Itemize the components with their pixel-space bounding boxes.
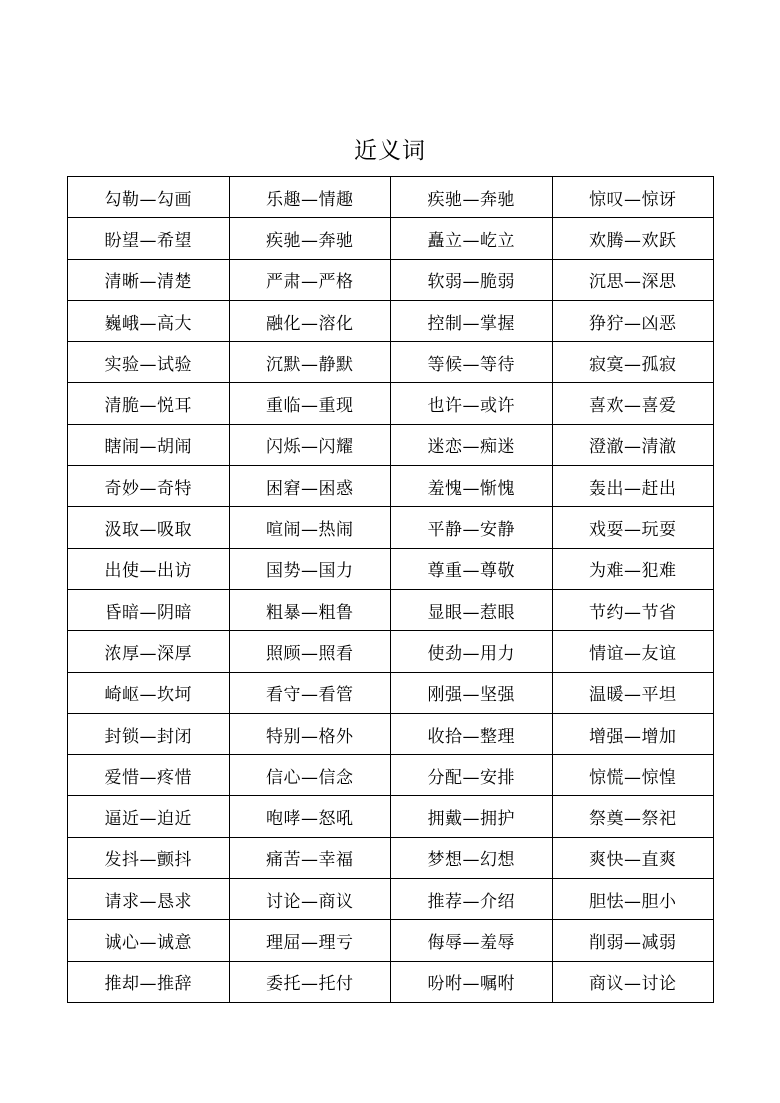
synonym-pair-cell: 诚心—诚意 [68,920,230,961]
table-row [68,177,714,218]
synonym-pair-cell: 爽快—直爽 [552,837,714,878]
table-row [68,342,714,383]
synonym-pair-cell: 情谊—友谊 [552,631,714,672]
synonym-pair-cell: 寂寞—孤寂 [552,342,714,383]
synonym-pair-cell: 沉思—深思 [552,259,714,300]
synonym-pair-cell: 汲取—吸取 [68,507,230,548]
synonym-pair-cell: 出使—出访 [68,548,230,589]
synonym-pair-cell: 推荐—介绍 [391,879,553,920]
table-row [68,631,714,672]
synonym-pair-cell: 分配—安排 [391,755,553,796]
synonym-pair-cell: 崎岖—坎坷 [68,672,230,713]
synonym-pair-cell: 惊叹—惊讶 [552,177,714,218]
synonym-pair-cell: 闪烁—闪耀 [229,424,391,465]
synonym-pair-cell: 控制—掌握 [391,300,553,341]
page-title: 近义词 [354,138,426,164]
synonym-pair-cell: 平静—安静 [391,507,553,548]
synonym-pair-cell: 浓厚—深厚 [68,631,230,672]
table-row [68,424,714,465]
synonym-pair-cell: 迷恋—痴迷 [391,424,553,465]
synonym-pair-cell: 特别—格外 [229,713,391,754]
table-row [68,300,714,341]
synonym-pair-cell: 清脆—悦耳 [68,383,230,424]
synonym-pair-cell: 喜欢—喜爱 [552,383,714,424]
synonym-pair-cell: 狰狞—凶恶 [552,300,714,341]
synonym-pair-cell: 侮辱—羞辱 [391,920,553,961]
synonym-pair-cell: 尊重—尊敬 [391,548,553,589]
table-row [68,548,714,589]
synonym-pair-cell: 也许—或许 [391,383,553,424]
table-row [68,713,714,754]
synonym-pair-cell: 勾勒—勾画 [68,177,230,218]
synonym-pair-cell: 为难—犯难 [552,548,714,589]
synonym-table-body [68,177,714,1003]
synonym-pair-cell: 瞎闹—胡闹 [68,424,230,465]
synonym-pair-cell: 咆哮—怒吼 [229,796,391,837]
synonym-pair-cell: 显眼—惹眼 [391,589,553,630]
synonym-pair-cell: 软弱—脆弱 [391,259,553,300]
synonym-pair-cell: 梦想—幻想 [391,837,553,878]
synonym-pair-cell: 澄澈—清澈 [552,424,714,465]
synonym-pair-cell: 收拾—整理 [391,713,553,754]
synonym-pair-cell: 节约—节省 [552,589,714,630]
synonym-pair-cell: 推却—推辞 [68,961,230,1002]
synonym-pair-cell: 疾驰—奔驰 [229,218,391,259]
synonym-pair-cell: 融化—溶化 [229,300,391,341]
synonym-pair-cell: 奇妙—奇特 [68,466,230,507]
table-row [68,383,714,424]
synonym-pair-cell: 信心—信念 [229,755,391,796]
synonym-pair-cell: 削弱—减弱 [552,920,714,961]
synonym-pair-cell: 盼望—希望 [68,218,230,259]
synonym-pair-cell: 国势—国力 [229,548,391,589]
synonym-pair-cell: 羞愧—惭愧 [391,466,553,507]
table-row [68,755,714,796]
synonym-pair-cell: 喧闹—热闹 [229,507,391,548]
synonym-pair-cell: 矗立—屹立 [391,218,553,259]
synonym-pair-cell: 严肃—严格 [229,259,391,300]
synonym-pair-cell: 祭奠—祭祀 [552,796,714,837]
synonym-pair-cell: 戏耍—玩耍 [552,507,714,548]
synonym-table [67,176,714,1003]
synonym-pair-cell: 发抖—颤抖 [68,837,230,878]
synonym-pair-cell: 惊慌—惊惶 [552,755,714,796]
table-row [68,879,714,920]
synonym-pair-cell: 胆怯—胆小 [552,879,714,920]
table-row [68,507,714,548]
synonym-pair-cell: 轰出—赶出 [552,466,714,507]
synonym-pair-cell: 困窘—困惑 [229,466,391,507]
table-row [68,837,714,878]
table-row [68,796,714,837]
table-row [68,589,714,630]
synonym-pair-cell: 封锁—封闭 [68,713,230,754]
table-row [68,920,714,961]
synonym-pair-cell: 商议—讨论 [552,961,714,1002]
synonym-pair-cell: 粗暴—粗鲁 [229,589,391,630]
table-row [68,466,714,507]
synonym-pair-cell: 照顾—照看 [229,631,391,672]
table-row [68,961,714,1002]
table-row [68,259,714,300]
synonym-pair-cell: 拥戴—拥护 [391,796,553,837]
synonym-pair-cell: 巍峨—高大 [68,300,230,341]
synonym-pair-cell: 爱惜—疼惜 [68,755,230,796]
table-row [68,218,714,259]
synonym-pair-cell: 委托—托付 [229,961,391,1002]
synonym-pair-cell: 重临—重现 [229,383,391,424]
synonym-pair-cell: 理屈—理亏 [229,920,391,961]
synonym-pair-cell: 等候—等待 [391,342,553,383]
synonym-pair-cell: 吩咐—嘱咐 [391,961,553,1002]
synonym-pair-cell: 疾驰—奔驰 [391,177,553,218]
table-row [68,672,714,713]
synonym-pair-cell: 逼近—迫近 [68,796,230,837]
synonym-pair-cell: 增强—增加 [552,713,714,754]
synonym-pair-cell: 沉默—静默 [229,342,391,383]
synonym-pair-cell: 刚强—坚强 [391,672,553,713]
synonym-pair-cell: 昏暗—阴暗 [68,589,230,630]
synonym-pair-cell: 温暖—平坦 [552,672,714,713]
synonym-pair-cell: 使劲—用力 [391,631,553,672]
synonym-pair-cell: 看守—看管 [229,672,391,713]
synonym-pair-cell: 欢腾—欢跃 [552,218,714,259]
synonym-pair-cell: 清晰—清楚 [68,259,230,300]
synonym-pair-cell: 请求—恳求 [68,879,230,920]
synonym-pair-cell: 实验—试验 [68,342,230,383]
synonym-pair-cell: 乐趣—情趣 [229,177,391,218]
synonym-pair-cell: 痛苦—幸福 [229,837,391,878]
synonym-pair-cell: 讨论—商议 [229,879,391,920]
